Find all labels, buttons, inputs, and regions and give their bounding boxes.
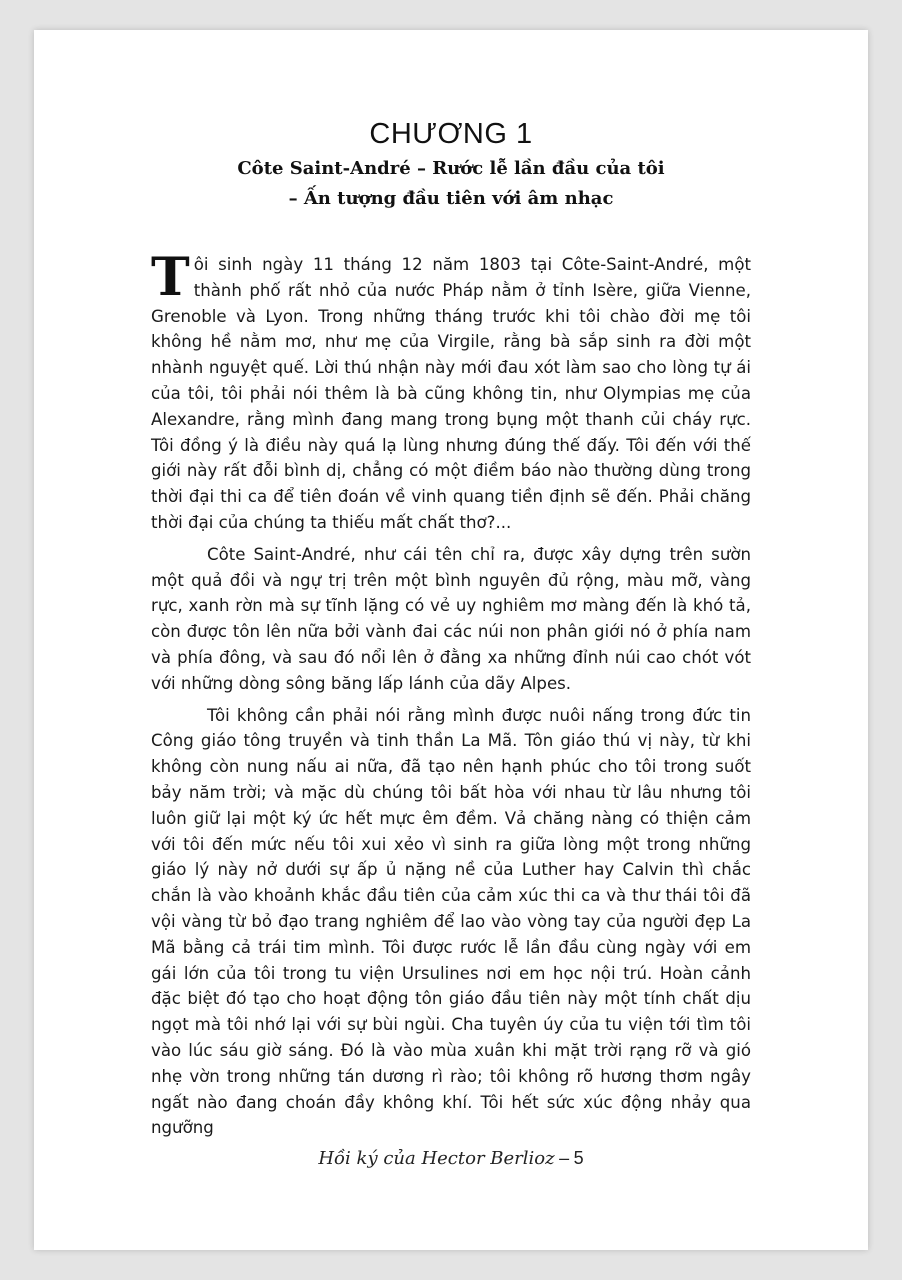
footer-separator: – xyxy=(559,1148,570,1168)
paragraph-1 xyxy=(151,247,751,536)
paragraph-1-text: ôi sinh ngày 11 tháng 12 năm 1803 tại Côte-Saint-André, một thành phố rất nhỏ của nước Pháp nằm ở tỉnh Isère, giữa Vienne, Grenoble và Lyon. Trong những tháng trước khi tôi chào đời mẹ tôi không hề nằm mơ, như mẹ của Virgile, rằng bà sắp sinh ra đời một nhành nguyệt quế. Lời thú nhận này mới đau xót làm sao cho lòng tự ái của tôi, tôi phải nói thêm là bà cũng không tin, như Olympias mẹ của Alexandre, rằng mình đang mang trong bụng một thanh củi cháy rực. Tôi đồng ý là điều này quá lạ lùng nhưng đúng thế đấy. Tôi đến với thế giới này rất đỗi bình dị, chẳng có một điềm báo nào thường dùng trong thời đại thi ca để tiên đoán về vinh quang tiền định sẽ đến. Phải chăng thời đại của chúng ta thiếu mất chất thơ?... xyxy=(151,255,751,532)
body-text xyxy=(151,247,751,1147)
footer-book-title: Hồi ký của Hector Berlioz xyxy=(318,1148,555,1169)
chapter-title: CHƯƠNG 1 xyxy=(369,118,533,150)
page-number: 5 xyxy=(573,1148,584,1168)
book-page xyxy=(34,30,868,1250)
paragraph-2: Côte Saint-André, như cái tên chỉ ra, được xây dựng trên sườn một quả đồi và ngự trị trên một bình nguyên đủ rộng, màu mỡ, vàng rực, xanh rờn mà sự tĩnh lặng có vẻ uy nghiêm mơ màng đến là khó tả, còn được tôn lên nữa bởi vành đai các núi non phân giới nó ở phía nam và phía đông, và sau đó nổi lên ở đằng xa những đỉnh núi cao chót vót với những dòng sông băng lấp lánh của dãy Alpes. xyxy=(151,544,751,693)
chapter-subtitle-line-2: – Ấn tượng đầu tiên với âm nhạc xyxy=(288,188,614,209)
drop-cap: T xyxy=(151,247,190,308)
chapter-subtitle-line-1: Côte Saint-André – Rước lễ lần đầu của tôi xyxy=(237,158,665,179)
paragraph-3: Tôi không cần phải nói rằng mình được nuôi nấng trong đức tin Công giáo tông truyền và tinh thần La Mã. Tôn giáo thú vị này, từ khi không còn nung nấu ai nữa, đã tạo nên hạnh phúc cho tôi trong suốt bảy năm trời; và mặc dù chúng tôi bất hòa với nhau từ lâu nhưng tôi luôn giữ lại một ký ức hết mực êm đềm. Vả chăng nàng có thiện cảm với tôi đến mức nếu tôi xui xẻo vì sinh ra giữa lòng một trong những giáo lý này nở dưới sự ấp ủ nặng nề của Luther hay Calvin thì chắc chắn là vào khoảnh khắc đầu tiên của cảm xúc thi ca và thư thái tôi đã vội vàng từ bỏ đạo trang nghiêm để lao vào vòng tay của người đẹp La Mã bằng cả trái tim mình. Tôi được rước lễ lần đầu cùng ngày với em gái lớn của tôi trong tu viện Ursulines nơi em học nội trú. Hoàn cảnh đặc biệt đó tạo cho hoạt động tôn giáo đầu tiên này một tính chất dịu ngọt mà tôi nhớ lại với sự bùi ngùi. Cha tuyên úy của tu viện tới tìm tôi vào lúc sáu giờ sáng. Đó là vào mùa xuân khi mặt trời rạng rỡ và gió nhẹ vờn trong những tán dương rì rào; tôi không rõ hương thơm ngây ngất nào đang choán đầy không khí. Tôi hết sức xúc động nhảy qua ngưỡng xyxy=(151,705,751,1138)
page-footer xyxy=(34,1148,868,1169)
